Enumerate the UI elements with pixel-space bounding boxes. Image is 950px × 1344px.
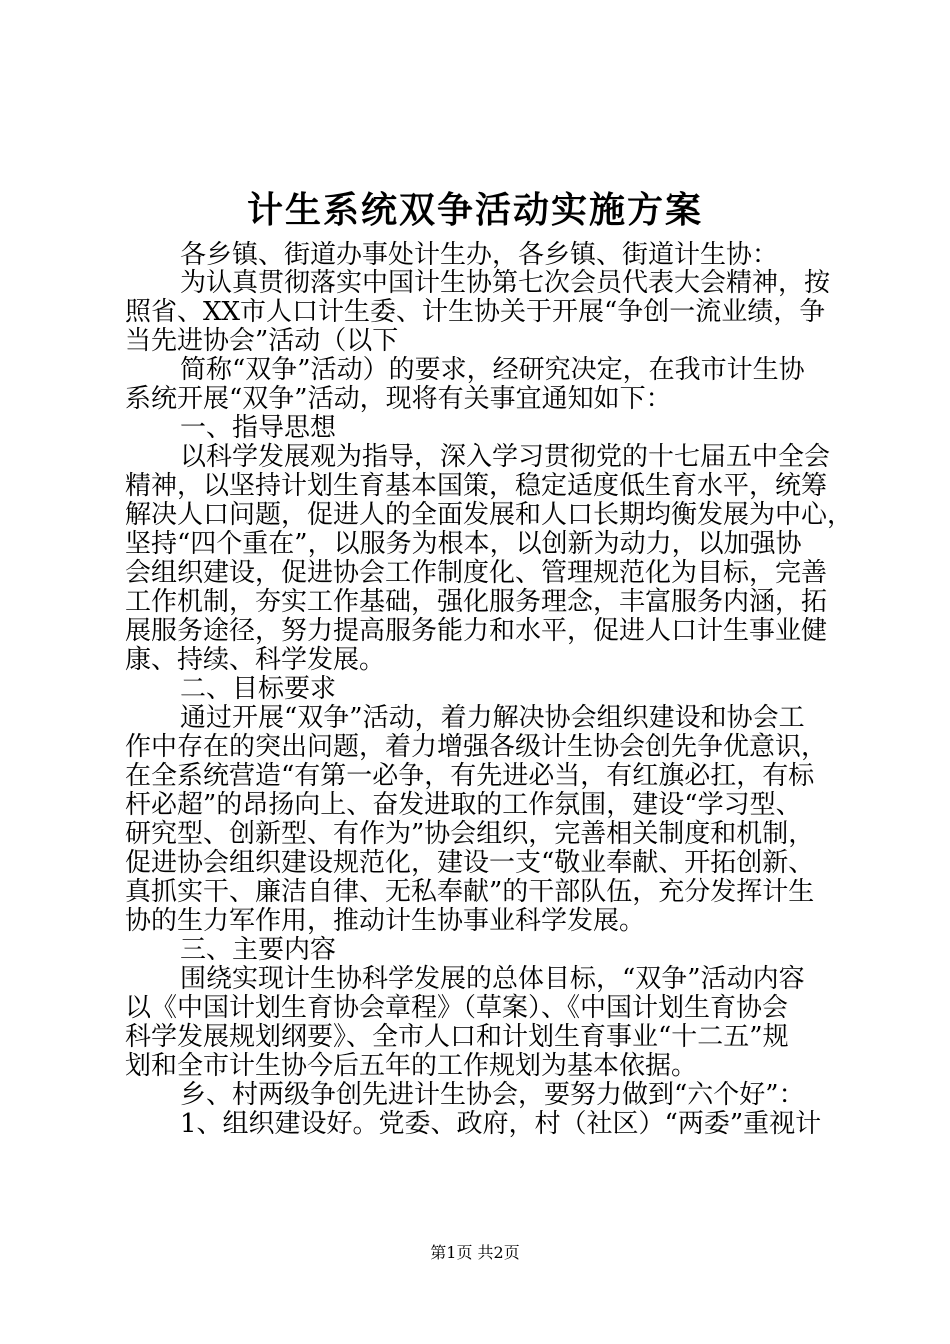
text-line: 协的生力军作用，推动计生协事业科学发展。 [125,906,646,936]
text-line: 乡、村两级争创先进计生协会，要努力做到“六个好”： [180,1080,805,1110]
text-line: 工作机制，夯实工作基础，强化服务理念，丰富服务内涵，拓 [125,587,828,617]
text-line: 坚持“四个重在”，以服务为根本，以创新为动力，以加强协 [125,529,802,559]
section-heading: 二、目标要求 [180,674,337,704]
text-line: 通过开展“双争”活动，着力解决协会组织建设和协会工 [180,703,805,733]
text-line: 作中存在的突出问题，着力增强各级计生协会创先争优意识， [125,732,828,762]
page-footer: 第1页 共2页 [430,1243,520,1262]
text-line: 各乡镇、街道办事处计生办，各乡镇、街道计生协： [180,240,779,270]
text-line: 以《中国计划生育协会章程》（草案）、《中国计划生育协会 [125,993,789,1023]
section-heading: 三、主要内容 [180,935,337,965]
text-line: 为认真贯彻落实中国计生协第七次会员代表大会精神，按 [180,268,831,298]
section-heading: 一、指导思想 [180,413,337,443]
text-line: 科学发展规划纲要》、全市人口和计划生育事业“十二五”规 [125,1022,789,1052]
text-line: 康、持续、科学发展。 [125,645,386,675]
text-line: 围绕实现计生协科学发展的总体目标，“双争”活动内容 [180,964,805,994]
text-line: 解决人口问题，促进人的全面发展和人口长期均衡发展为中心， [125,500,854,530]
text-line: 促进协会组织建设规范化，建设一支“敬业奉献、开拓创新、 [125,848,815,878]
text-line: 简称“双争”活动）的要求，经研究决定，在我市计生协 [180,355,805,385]
text-line: 当先进协会”活动（以下 [125,326,399,356]
text-line: 杆必超”的昂扬向上、奋发进取的工作氛围，建设“学习型、 [125,790,802,820]
text-line: 在全系统营造“有第一必争，有先进必当，有红旗必扛，有标 [125,761,815,791]
text-line: 会组织建设，促进协会工作制度化、管理规范化为目标，完善 [125,558,828,588]
text-line: 研究型、创新型、有作为”协会组织，完善相关制度和机制， [125,819,815,849]
text-line: 系统开展“双争”活动，现将有关事宜通知如下： [125,384,672,414]
text-line: 展服务途径，努力提高服务能力和水平，促进人口计生事业健 [125,616,828,646]
text-line: 以科学发展观为指导，深入学习贯彻党的十七届五中全会 [180,442,831,472]
text-line: 照省、XX市人口计生委、计生协关于开展“争创一流业绩，争 [125,297,826,327]
document-title: 计生系统双争活动实施方案 [246,189,703,231]
text-line: 1、组织建设好。党委、政府，村（社区）“两委”重视计 [180,1109,822,1139]
text-line: 划和全市计生协今后五年的工作规划为基本依据。 [125,1051,698,1081]
text-line: 真抓实干、廉洁自律、无私奉献”的干部队伍，充分发挥计生 [125,877,815,907]
text-line: 精神，以坚持计划生育基本国策，稳定适度低生育水平，统筹 [125,471,828,501]
